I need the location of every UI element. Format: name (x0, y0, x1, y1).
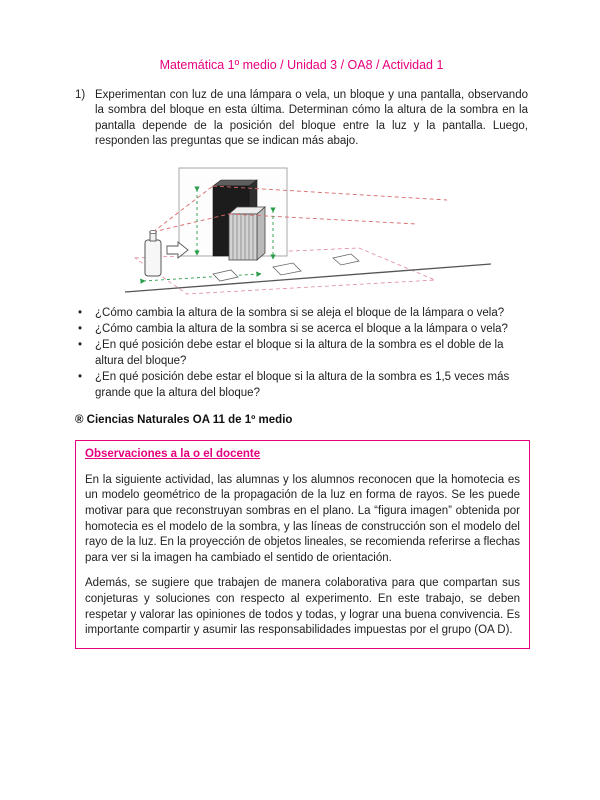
question-item: • ¿Cómo cambia la altura de la sombra si se acerca el bloque a la lámpara o vela? (75, 322, 528, 337)
teacher-observations-box (75, 440, 530, 649)
teacher-observations-title: Observaciones a la o el docente (85, 448, 261, 461)
curriculum-reference: ® Ciencias Naturales OA 11 de 1º medio (75, 414, 293, 427)
page-title: Matemática 1º medio / Unidad 3 / OA8 / Actividad 1 (159, 58, 444, 72)
activity-number: 1) (75, 89, 86, 101)
experiment-figure (117, 162, 497, 302)
activity-intro (75, 88, 528, 150)
question-item: • ¿En qué posición debe estar el bloque si la altura de la sombra es el doble de la altura del bloque? (75, 338, 528, 369)
question-list (75, 306, 528, 401)
question-item: • ¿Cómo cambia la altura de la sombra si se aleja el bloque de la lámpara o vela? (75, 306, 528, 321)
question-item: • ¿En qué posición debe estar el bloque si la altura de la sombra es 1,5 veces más grande que la altura del bloque? (75, 370, 528, 401)
lamp-icon (145, 230, 161, 276)
experiment-diagram (117, 162, 497, 302)
teacher-observations-paragraph: En la siguiente actividad, las alumnas y los alumnos reconocen que la homotecia es un modelo geométrico de la propagación de la luz en forma de rayos. Se les puede motivar para que reconstruyan sombras en el plano. La “figura imagen” obtenida por homotecia es el modelo de la sombra, y las líneas de construcción son el modelo del rayo de la luz. En la proyección de objetos lineales, se recomienda referirse a flechas para ver si la imagen ha cambiado el sentido de orientación. (85, 473, 520, 564)
activity-intro-text: Experimentan con luz de una lámpara o vela, un bloque y una pantalla, observando la sombra del bloque en esta última. Determinan cómo la altura de la sombra en la pantalla depende de la posición del bloque entre la luz y la pantalla. Luego, responden las preguntas que se indican más abajo. (95, 89, 528, 148)
teacher-observations-paragraph: Además, se sugiere que trabajen de manera colaborativa para que compartan sus conjeturas y soluciones con respecto al experimento. En este trabajo, se deben respetar y valorar las opiniones de todos y todas, y lograr una buena convivencia. Es importante compartir y asumir las responsabilidades impuestas por el grupo (OA D). (85, 577, 520, 637)
block (229, 207, 265, 260)
table-edge (125, 264, 491, 292)
